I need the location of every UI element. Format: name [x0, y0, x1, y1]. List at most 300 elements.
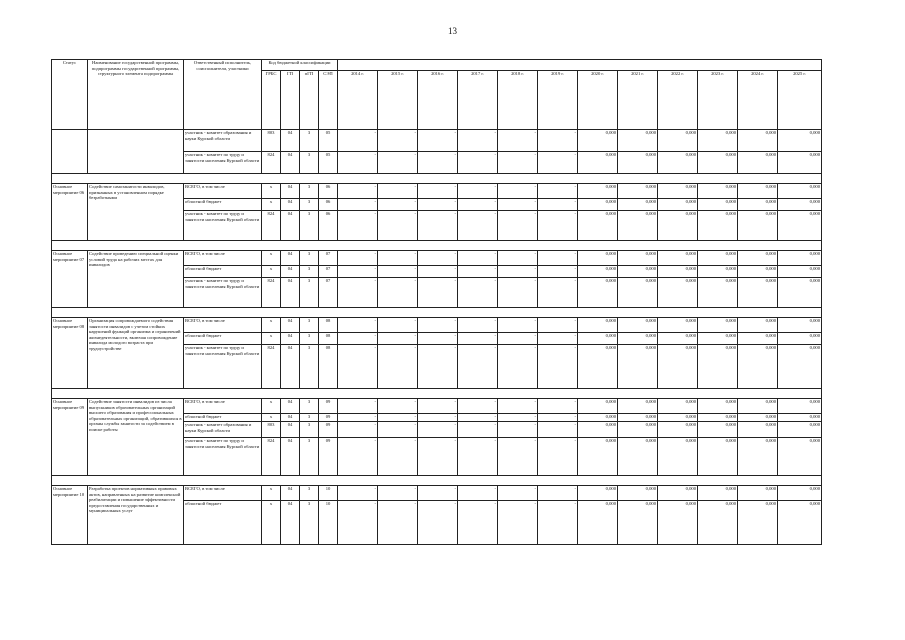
code-gp-cell: 04	[281, 251, 300, 266]
name-cell	[88, 130, 184, 174]
code-grbs-cell: x	[262, 184, 281, 199]
year-value-cell: -	[378, 318, 418, 333]
year-value-cell: -	[458, 318, 498, 333]
status-cell: Основное мероприятие 06	[52, 184, 88, 241]
spacer-cell	[52, 174, 822, 184]
name-cell: Содействие проведению специальной оценки условий труда на рабочих местах для инвалидов	[88, 251, 184, 308]
year-value-cell: 0,000	[658, 211, 698, 241]
code-pgp-cell: 3	[300, 422, 319, 438]
year-value-cell: -	[378, 414, 418, 422]
year-value-cell: 0,000	[778, 318, 822, 333]
year-value-cell: -	[418, 251, 458, 266]
code-grbs-cell: 803	[262, 130, 281, 152]
year-value-cell: 0,000	[738, 318, 778, 333]
spacer-cell	[52, 389, 822, 399]
year-value-cell: 0,000	[698, 199, 738, 211]
responsible-cell: участник - комитет образования и науки Курской области	[184, 422, 262, 438]
year-value-cell: -	[458, 278, 498, 308]
responsible-cell: ВСЕГО, в том числе	[184, 318, 262, 333]
code-sep-cell: 06	[319, 184, 338, 199]
spacer-cell	[52, 241, 822, 251]
year-value-cell: 0,000	[738, 422, 778, 438]
year-value-cell: -	[338, 438, 378, 476]
year-value-cell: 0,000	[698, 333, 738, 345]
year-value-cell: -	[418, 130, 458, 152]
year-value-cell: 0,000	[738, 345, 778, 389]
year-value-cell: 0,000	[778, 278, 822, 308]
code-pgp-cell: 3	[300, 211, 319, 241]
code-sep-cell: 09	[319, 422, 338, 438]
header-name: Наименование государственной программы, подпрограммы государственной программы, структурного элемента подпрограммы	[88, 60, 184, 130]
year-value-cell: 0,000	[578, 399, 618, 414]
code-grbs-cell: x	[262, 251, 281, 266]
year-value-cell: 0,000	[738, 278, 778, 308]
code-pgp-cell: 3	[300, 414, 319, 422]
year-value-cell: 0,000	[578, 486, 618, 501]
year-value-cell: -	[338, 414, 378, 422]
year-value-cell: 0,000	[698, 152, 738, 174]
year-value-cell: -	[498, 399, 538, 414]
header-year: 2022 г.	[658, 71, 698, 130]
year-value-cell: 0,000	[578, 345, 618, 389]
year-value-cell: 0,000	[698, 486, 738, 501]
year-value-cell: 0,000	[738, 130, 778, 152]
code-gp-cell: 04	[281, 345, 300, 389]
year-value-cell: 0,000	[618, 399, 658, 414]
year-value-cell: 0,000	[778, 422, 822, 438]
header-responsible: Ответственный исполнитель, соисполнители, участники	[184, 60, 262, 130]
year-value-cell: -	[538, 251, 578, 266]
year-value-cell: 0,000	[578, 438, 618, 476]
status-cell: Основное мероприятие 10	[52, 486, 88, 545]
year-value-cell: -	[498, 438, 538, 476]
year-value-cell: -	[498, 422, 538, 438]
table-row	[52, 251, 822, 266]
year-value-cell: -	[498, 152, 538, 174]
year-value-cell: -	[338, 130, 378, 152]
year-value-cell: -	[378, 333, 418, 345]
code-pgp-cell: 3	[300, 184, 319, 199]
year-value-cell: 0,000	[618, 199, 658, 211]
year-value-cell: -	[338, 211, 378, 241]
year-value-cell: 0,000	[578, 199, 618, 211]
year-value-cell: 0,000	[658, 199, 698, 211]
code-gp-cell: 04	[281, 152, 300, 174]
responsible-cell: участник - комитет по труду и занятости населения Курской области	[184, 211, 262, 241]
year-value-cell: 0,000	[658, 333, 698, 345]
page-number: 13	[448, 26, 457, 36]
code-sep-cell: 08	[319, 345, 338, 389]
year-value-cell: -	[458, 211, 498, 241]
year-value-cell: -	[338, 333, 378, 345]
year-value-cell: 0,000	[658, 184, 698, 199]
year-value-cell: 0,000	[698, 345, 738, 389]
code-sep-cell: 10	[319, 501, 338, 545]
table-body	[52, 130, 822, 545]
header-year: 2021 г.	[618, 71, 658, 130]
year-value-cell: 0,000	[618, 486, 658, 501]
year-value-cell: -	[418, 152, 458, 174]
code-pgp-cell: 3	[300, 266, 319, 278]
code-pgp-cell: 3	[300, 251, 319, 266]
year-value-cell: 0,000	[618, 318, 658, 333]
year-value-cell: 0,000	[658, 266, 698, 278]
code-sep-cell: 09	[319, 414, 338, 422]
header-years-group	[338, 60, 822, 71]
year-value-cell: 0,000	[618, 438, 658, 476]
year-value-cell: 0,000	[618, 184, 658, 199]
table-row	[52, 130, 822, 152]
year-value-cell: -	[338, 278, 378, 308]
year-value-cell: 0,000	[618, 152, 658, 174]
year-value-cell: 0,000	[658, 345, 698, 389]
year-value-cell: 0,000	[778, 199, 822, 211]
year-value-cell: 0,000	[578, 414, 618, 422]
year-value-cell: 0,000	[738, 184, 778, 199]
header-code-grbs: ГРБС	[262, 71, 281, 130]
year-value-cell: -	[538, 501, 578, 545]
year-value-cell: -	[378, 211, 418, 241]
year-value-cell: 0,000	[578, 211, 618, 241]
code-pgp-cell: 3	[300, 501, 319, 545]
year-value-cell: -	[338, 199, 378, 211]
budget-table	[51, 59, 822, 545]
responsible-cell: участник - комитет образования и науки Курской области	[184, 130, 262, 152]
year-value-cell: 0,000	[658, 130, 698, 152]
year-value-cell: 0,000	[778, 501, 822, 545]
year-value-cell: 0,000	[698, 422, 738, 438]
year-value-cell: -	[458, 501, 498, 545]
year-value-cell: -	[418, 438, 458, 476]
responsible-cell: ВСЕГО, в том числе	[184, 184, 262, 199]
year-value-cell: 0,000	[698, 501, 738, 545]
header-year: 2017 г.	[458, 71, 498, 130]
year-value-cell: -	[538, 438, 578, 476]
code-sep-cell: 05	[319, 130, 338, 152]
year-value-cell: 0,000	[618, 501, 658, 545]
year-value-cell: -	[538, 184, 578, 199]
year-value-cell: -	[338, 345, 378, 389]
year-value-cell: -	[378, 199, 418, 211]
group-spacer	[52, 308, 822, 318]
year-value-cell: 0,000	[578, 130, 618, 152]
year-value-cell: -	[418, 211, 458, 241]
code-gp-cell: 04	[281, 211, 300, 241]
group-spacer	[52, 174, 822, 184]
year-value-cell: 0,000	[738, 399, 778, 414]
code-grbs-cell: x	[262, 486, 281, 501]
year-value-cell: 0,000	[738, 501, 778, 545]
code-sep-cell: 07	[319, 278, 338, 308]
header-year: 2020 г.	[578, 71, 618, 130]
year-value-cell: -	[418, 486, 458, 501]
year-value-cell: -	[498, 486, 538, 501]
code-gp-cell: 04	[281, 333, 300, 345]
year-value-cell: 0,000	[698, 211, 738, 241]
code-gp-cell: 04	[281, 184, 300, 199]
year-value-cell: -	[378, 422, 418, 438]
year-value-cell: -	[538, 486, 578, 501]
year-value-cell: -	[418, 318, 458, 333]
header-year: 2015 г.	[378, 71, 418, 130]
code-gp-cell: 04	[281, 486, 300, 501]
header-year: 2025 г.	[778, 71, 822, 130]
code-grbs-cell: 824	[262, 278, 281, 308]
year-value-cell: -	[338, 266, 378, 278]
year-value-cell: 0,000	[658, 438, 698, 476]
code-sep-cell: 09	[319, 399, 338, 414]
year-value-cell: 0,000	[698, 414, 738, 422]
code-pgp-cell: 3	[300, 130, 319, 152]
year-value-cell: 0,000	[778, 152, 822, 174]
year-value-cell: 0,000	[778, 438, 822, 476]
code-grbs-cell: 824	[262, 345, 281, 389]
year-value-cell: 0,000	[738, 333, 778, 345]
code-grbs-cell: x	[262, 501, 281, 545]
year-value-cell: 0,000	[778, 414, 822, 422]
responsible-cell: ВСЕГО, в том числе	[184, 399, 262, 414]
year-value-cell: -	[498, 333, 538, 345]
code-grbs-cell: 824	[262, 211, 281, 241]
code-pgp-cell: 3	[300, 318, 319, 333]
year-value-cell: 0,000	[738, 199, 778, 211]
year-value-cell: 0,000	[778, 486, 822, 501]
year-value-cell: 0,000	[658, 486, 698, 501]
responsible-cell: областной бюджет	[184, 199, 262, 211]
year-value-cell: 0,000	[698, 251, 738, 266]
code-sep-cell: 05	[319, 152, 338, 174]
status-cell	[52, 130, 88, 174]
year-value-cell: -	[498, 414, 538, 422]
table-row	[52, 184, 822, 199]
year-value-cell: 0,000	[658, 414, 698, 422]
year-value-cell: -	[418, 199, 458, 211]
code-gp-cell: 04	[281, 414, 300, 422]
year-value-cell: -	[458, 130, 498, 152]
year-value-cell: 0,000	[578, 501, 618, 545]
code-sep-cell: 10	[319, 486, 338, 501]
responsible-cell: ВСЕГО, в том числе	[184, 486, 262, 501]
year-value-cell: 0,000	[738, 211, 778, 241]
code-gp-cell: 04	[281, 199, 300, 211]
header-year: 2019 г.	[538, 71, 578, 130]
code-sep-cell: 09	[319, 438, 338, 476]
status-cell: Основное мероприятие 08	[52, 318, 88, 389]
header-year: 2024 г.	[738, 71, 778, 130]
year-value-cell: -	[378, 266, 418, 278]
status-cell: Основное мероприятие 09	[52, 399, 88, 476]
code-gp-cell: 04	[281, 399, 300, 414]
header-year: 2023 г.	[698, 71, 738, 130]
table-row	[52, 318, 822, 333]
year-value-cell: 0,000	[658, 422, 698, 438]
year-value-cell: -	[458, 251, 498, 266]
code-pgp-cell: 3	[300, 199, 319, 211]
year-value-cell: -	[338, 399, 378, 414]
responsible-cell: участник - комитет по труду и занятости населения Курской области	[184, 438, 262, 476]
year-value-cell: -	[458, 184, 498, 199]
year-value-cell: 0,000	[778, 130, 822, 152]
year-value-cell: 0,000	[618, 211, 658, 241]
year-value-cell: 0,000	[658, 318, 698, 333]
year-value-cell: 0,000	[618, 266, 658, 278]
spacer-cell	[52, 308, 822, 318]
year-value-cell: -	[338, 318, 378, 333]
name-cell: Организация сопровождаемого содействия занятости инвалидов с учетом стойких нарушений функций организма и ограничений жизнедеятельности, включая сопровождение инвалида молодого возраста при трудоустройстве	[88, 318, 184, 389]
year-value-cell: -	[458, 266, 498, 278]
code-grbs-cell: x	[262, 199, 281, 211]
year-value-cell: -	[498, 199, 538, 211]
code-sep-cell: 07	[319, 266, 338, 278]
code-gp-cell: 04	[281, 266, 300, 278]
year-value-cell: -	[378, 278, 418, 308]
responsible-cell: областной бюджет	[184, 414, 262, 422]
year-value-cell: -	[418, 414, 458, 422]
code-gp-cell: 04	[281, 278, 300, 308]
year-value-cell: -	[538, 318, 578, 333]
responsible-cell: участник - комитет по труду и занятости населения Курской области	[184, 345, 262, 389]
code-sep-cell: 08	[319, 333, 338, 345]
year-value-cell: -	[538, 345, 578, 389]
year-value-cell: -	[338, 184, 378, 199]
year-value-cell: -	[538, 333, 578, 345]
code-grbs-cell: 824	[262, 152, 281, 174]
year-value-cell: 0,000	[658, 278, 698, 308]
year-value-cell: -	[458, 414, 498, 422]
year-value-cell: -	[538, 211, 578, 241]
table-row	[52, 486, 822, 501]
year-value-cell: 0,000	[578, 251, 618, 266]
year-value-cell: 0,000	[578, 278, 618, 308]
year-value-cell: 0,000	[778, 251, 822, 266]
year-value-cell: -	[378, 152, 418, 174]
year-value-cell: 0,000	[778, 266, 822, 278]
code-grbs-cell: x	[262, 266, 281, 278]
year-value-cell: 0,000	[738, 251, 778, 266]
year-value-cell: -	[338, 251, 378, 266]
year-value-cell: 0,000	[618, 278, 658, 308]
header-year: 2014 г.	[338, 71, 378, 130]
code-sep-cell: 06	[319, 199, 338, 211]
code-gp-cell: 04	[281, 438, 300, 476]
year-value-cell: -	[538, 414, 578, 422]
year-value-cell: -	[498, 345, 538, 389]
year-value-cell: 0,000	[578, 318, 618, 333]
status-cell: Основное мероприятие 07	[52, 251, 88, 308]
year-value-cell: 0,000	[618, 130, 658, 152]
year-value-cell: 0,000	[618, 345, 658, 389]
year-value-cell: -	[338, 486, 378, 501]
year-value-cell: 0,000	[738, 266, 778, 278]
year-value-cell: 0,000	[658, 152, 698, 174]
year-value-cell: 0,000	[578, 184, 618, 199]
code-grbs-cell: x	[262, 318, 281, 333]
year-value-cell: 0,000	[698, 184, 738, 199]
year-value-cell: 0,000	[578, 422, 618, 438]
year-value-cell: -	[458, 399, 498, 414]
year-value-cell: 0,000	[578, 152, 618, 174]
year-value-cell: -	[538, 399, 578, 414]
year-value-cell: -	[378, 486, 418, 501]
year-value-cell: -	[538, 199, 578, 211]
header-budget-code: Код бюджетной классификации	[262, 60, 338, 71]
year-value-cell: -	[418, 333, 458, 345]
header-year: 2018 г.	[498, 71, 538, 130]
year-value-cell: -	[458, 486, 498, 501]
year-value-cell: -	[458, 199, 498, 211]
year-value-cell: 0,000	[738, 486, 778, 501]
year-value-cell: -	[418, 266, 458, 278]
code-pgp-cell: 3	[300, 486, 319, 501]
name-cell: Содействие самозанятости инвалидов, признанных в установленном порядке безработными	[88, 184, 184, 241]
year-value-cell: -	[378, 501, 418, 545]
code-gp-cell: 04	[281, 501, 300, 545]
year-value-cell: -	[458, 438, 498, 476]
year-value-cell: -	[378, 345, 418, 389]
year-value-cell: 0,000	[778, 399, 822, 414]
year-value-cell: 0,000	[698, 130, 738, 152]
year-value-cell: 0,000	[618, 333, 658, 345]
group-spacer	[52, 389, 822, 399]
year-value-cell: 0,000	[658, 251, 698, 266]
group-spacer	[52, 476, 822, 486]
year-value-cell: 0,000	[738, 152, 778, 174]
name-cell: Разработка проектов нормативных правовых актов, направленных на развитие комплексной реабилитации и повышение эффективности предоставления государственных и муниципальных услуг	[88, 486, 184, 545]
code-pgp-cell: 3	[300, 438, 319, 476]
year-value-cell: -	[458, 333, 498, 345]
year-value-cell: -	[338, 152, 378, 174]
year-value-cell: -	[498, 318, 538, 333]
year-value-cell: -	[378, 184, 418, 199]
year-value-cell: 0,000	[738, 414, 778, 422]
year-value-cell: -	[418, 278, 458, 308]
year-value-cell: 0,000	[778, 333, 822, 345]
year-value-cell: 0,000	[658, 501, 698, 545]
code-grbs-cell: x	[262, 333, 281, 345]
table-row	[52, 399, 822, 414]
year-value-cell: 0,000	[578, 333, 618, 345]
year-value-cell: -	[538, 130, 578, 152]
header-status: Статус	[52, 60, 88, 130]
year-value-cell: 0,000	[618, 414, 658, 422]
year-value-cell: -	[418, 345, 458, 389]
year-value-cell: -	[538, 152, 578, 174]
year-value-cell: -	[418, 399, 458, 414]
year-value-cell: -	[458, 152, 498, 174]
year-value-cell: -	[338, 501, 378, 545]
year-value-cell: 0,000	[738, 438, 778, 476]
year-value-cell: -	[498, 211, 538, 241]
year-value-cell: -	[538, 278, 578, 308]
responsible-cell: участник - комитет по труду и занятости населения Курской области	[184, 278, 262, 308]
code-grbs-cell: 824	[262, 438, 281, 476]
responsible-cell: участник - комитет по труду и занятости населения Курской области	[184, 152, 262, 174]
year-value-cell: -	[418, 422, 458, 438]
code-grbs-cell: x	[262, 399, 281, 414]
header-code-pgp: пГП	[300, 71, 319, 130]
year-value-cell: -	[418, 184, 458, 199]
year-value-cell: 0,000	[698, 438, 738, 476]
year-value-cell: 0,000	[618, 422, 658, 438]
header-year: 2016 г.	[418, 71, 458, 130]
header-code-gp: ГП	[281, 71, 300, 130]
code-sep-cell: 06	[319, 211, 338, 241]
year-value-cell: -	[378, 399, 418, 414]
spacer-cell	[52, 476, 822, 486]
code-pgp-cell: 3	[300, 333, 319, 345]
code-pgp-cell: 3	[300, 345, 319, 389]
year-value-cell: -	[458, 422, 498, 438]
